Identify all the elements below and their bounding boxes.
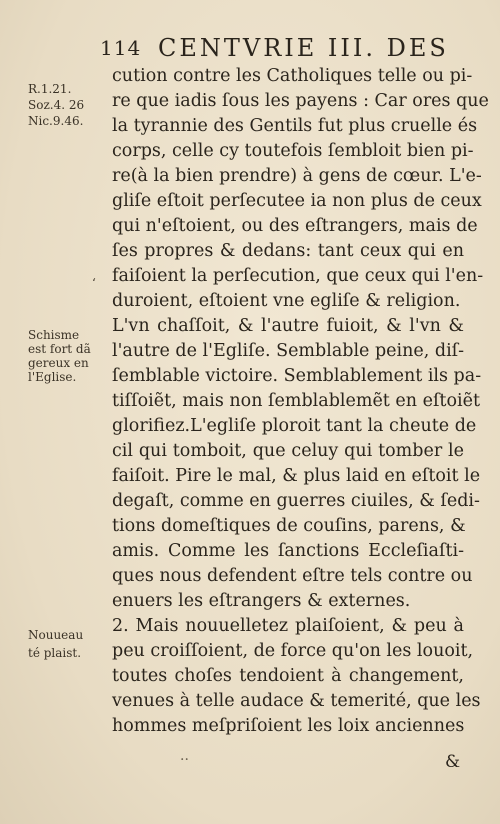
catchword: & xyxy=(445,752,461,772)
text-line: duroient, eſtoient vne egliſe & religion. xyxy=(112,291,461,311)
text-line: la tyrannie des Gentils fut plus cruelle és xyxy=(112,116,478,136)
page-number: 114 xyxy=(100,36,142,60)
margin-note-nouveau-1: Nouueau xyxy=(28,628,84,642)
text-line: re(à la bien prendre) à gens de cœur. L'e- xyxy=(112,166,482,186)
text-line: gliſe eſtoit perſecutee ia non plus de ceux xyxy=(112,191,482,211)
text-line: cution contre les Catholiques telle ou pi- xyxy=(112,66,473,86)
margin-note-schisme-4: l'Eglise. xyxy=(28,370,77,384)
text-line: L'vn chaſſoit, & l'autre fuioit, & l'vn & xyxy=(112,316,464,336)
margin-note-schisme-3: gereux en xyxy=(28,356,89,370)
text-line: amis. Comme les ſanctions Eccleſiaſti- xyxy=(112,541,464,561)
text-line: glorifiez.L'egliſe ploroit tant la cheute de xyxy=(112,416,477,436)
text-line: toutes choſes tendoient à changement, xyxy=(112,666,464,686)
text-line: enuers les eſtrangers & externes. xyxy=(112,591,411,611)
text-line: 2. Mais nouuelletez plaiſoient, & peu à xyxy=(112,616,464,636)
text-line: ſes propres & dedans: tant ceux qui en xyxy=(112,241,464,261)
margin-note-nouveau-2: té plaist. xyxy=(28,646,82,660)
text-line: re que iadis ſous les payens : Car ores que xyxy=(112,91,489,111)
text-line: hommes meſpriſoient les loix anciennes xyxy=(112,716,465,736)
text-line: cil qui tomboit, que celuy qui tomber le xyxy=(112,441,464,461)
text-line: ſemblable victoire. Semblablement ils pa- xyxy=(112,366,482,386)
margin-note-ref-3: Nic.9.46. xyxy=(28,114,84,128)
text-line: l'autre de l'Egliſe. Semblable peine, diſ- xyxy=(112,341,465,361)
text-line: tions domeſtiques de couſins, parens, & xyxy=(112,516,466,536)
text-line: faiſoit. Pire le mal, & plus laid en eſtoit le xyxy=(112,466,481,486)
text-line: qui n'eſtoient, ou des eſtrangers, mais de xyxy=(112,216,478,236)
text-line: faiſoient la perſecution, que ceux qui l'en- xyxy=(112,266,484,286)
margin-note-schisme-1: Schisme xyxy=(28,328,80,342)
text-line: venues à telle audace & temerité, que les xyxy=(112,691,481,711)
signature-marks: ·· xyxy=(180,752,189,768)
margin-note-ref-1: R.1.21. xyxy=(28,82,72,96)
margin-note-schisme-2: est fort dã xyxy=(28,342,91,356)
text-line: ques nous defendent eſtre tels contre ou xyxy=(112,566,473,586)
text-line: peu croiſſoient, de force qu'on les louoit, xyxy=(112,641,474,661)
margin-note-ref-2: Soz.4. 26 xyxy=(28,98,85,112)
page-header xyxy=(100,34,480,64)
text-line: degaſt, comme en guerres ciuiles, & ſedi- xyxy=(112,491,480,511)
margin-note-quote-mark: ‘ xyxy=(92,276,96,290)
running-head: CENTVRIE III. DES xyxy=(158,34,449,62)
text-line: corps, celle cy toutefois ſembloit bien pi- xyxy=(112,141,474,161)
text-line: tiſſoiẽt, mais non ſemblablemẽt en eſtoiẽt xyxy=(112,391,480,411)
